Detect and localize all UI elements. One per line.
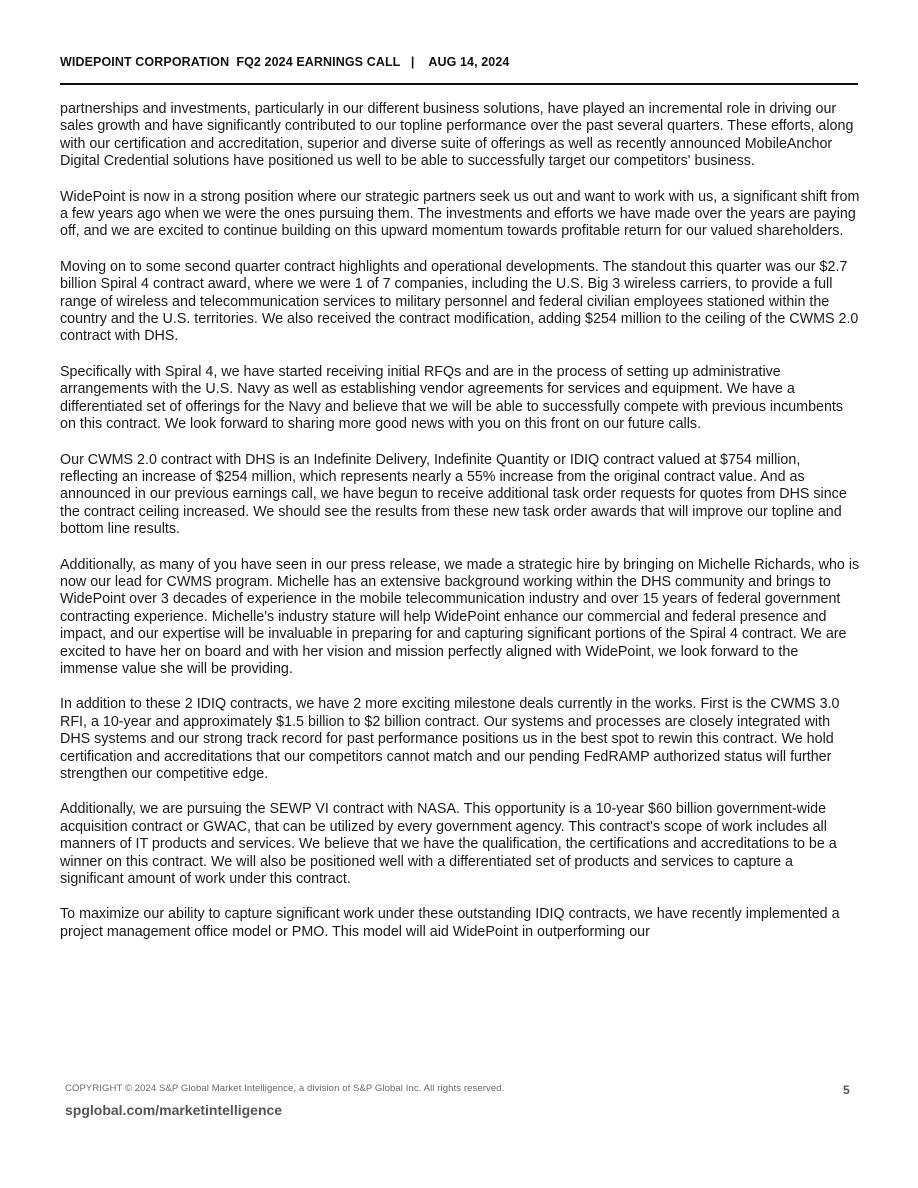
paragraph: To maximize our ability to capture significant work under these outstanding IDIQ contracts, we have recently implemented a project management office model or PMO. This model will aid WidePoint in outperforming our	[60, 906, 840, 940]
document-header: WIDEPOINT CORPORATION FQ2 2024 EARNINGS CALL | AUG 14, 2024	[60, 55, 510, 69]
header-divider	[60, 83, 858, 85]
paragraph: Specifically with Spiral 4, we have started receiving initial RFQs and are in the process of setting up administrative arrangements with the U.S. Navy as well as establishing vendor agreements for services and equipment. We have a differentiated set of offerings for the Navy and believe that we will be able to successfully compete with previous incumbents on this contract. We look forward to sharing more good news with you on this front on our future calls.	[60, 363, 844, 433]
paragraph: Additionally, as many of you have seen in our press release, we made a strategic hire by bringing on Michelle Richards, who is now our lead for CWMS program. Michelle has an extensive background working within the DHS community and brings to WidePoint over 3 decades of experience in the mobile telecommunication industry and over 15 years of federal government contracting experience. Michelle's industry stature will help WidePoint enhance our commercial and federal presence and impact, and our expertise will be invaluable in preparing for and capturing significant portions of the Spiral 4 contract. We are excited to have her on board and with her vision and mission perfectly aligned with WidePoint, we look forward to the immense value she will be providing.	[60, 556, 860, 677]
footer-copyright: COPYRIGHT © 2024 S&P Global Market Intelligence, a division of S&P Global Inc. All rights reserved.	[65, 1083, 505, 1094]
paragraph: partnerships and investments, particularly in our different business solutions, have played an incremental role in driving our sales growth and have significantly contributed to our topline performance over the past several quarters. These efforts, along with our certification and accreditation, superior and diverse suite of offerings as well as recently announced MobileAnchor Digital Credential solutions have positioned us well to be able to successfully target our competitors' business.	[60, 101, 854, 170]
page-number: 5	[843, 1083, 850, 1097]
paragraph: Our CWMS 2.0 contract with DHS is an Indefinite Delivery, Indefinite Quantity or IDIQ contract valued at $754 million, reflecting an increase of $254 million, which represents nearly a 55% increase from the original contract value. And as announced in our previous earnings call, we have begun to receive additional task order requests for quotes from DHS since the contract ceiling increased. We should see the results from these new task order awards that will improve our topline and bottom line results.	[60, 451, 847, 538]
paragraph: Additionally, we are pursuing the SEWP VI contract with NASA. This opportunity is a 10-year $60 billion government-wide acquisition contract or GWAC, that can be utilized by every government agency. This contract's scope of work includes all manners of IT products and services. We believe that we have the qualification, the certifications and accreditations to be a winner on this contract. We will also be positioned well with a differentiated set of products and services to capture a significant amount of work under this contract.	[60, 801, 837, 888]
paragraph: In addition to these 2 IDIQ contracts, we have 2 more exciting milestone deals currently in the works. First is the CWMS 3.0 RFI, a 10-year and approximately $1.5 billion to $2 billion contract. Our systems and processes are closely integrated with DHS systems and our strong track record for past performance positions us in the best spot to rewin this contract. We hold certification and accreditations that our competitors cannot match and our pending FedRAMP authorized status will further strengthen our competitive edge.	[60, 696, 840, 782]
paragraph: WidePoint is now in a strong position where our strategic partners seek us out and want to work with us, a significant shift from a few years ago when we were the ones pursuing them. The investments and efforts we have made over the years are paying off, and we are excited to continue building on this upward momentum towards profitable return for our valued shareholders.	[60, 188, 860, 240]
transcript-body	[60, 101, 860, 959]
paragraph: Moving on to some second quarter contract highlights and operational developments. The standout this quarter was our $2.7 billion Spiral 4 contract award, where we were 1 of 7 companies, including the U.S. Big 3 wireless carriers, to provide a full range of wireless and telecommunication services to military personnel and federal civilian employees stationed within the country and the U.S. territories. We also received the contract modification, adding $254 million to the ceiling of the CWMS 2.0 contract with DHS.	[60, 258, 859, 345]
footer-url: spglobal.com/marketintelligence	[65, 1102, 283, 1118]
